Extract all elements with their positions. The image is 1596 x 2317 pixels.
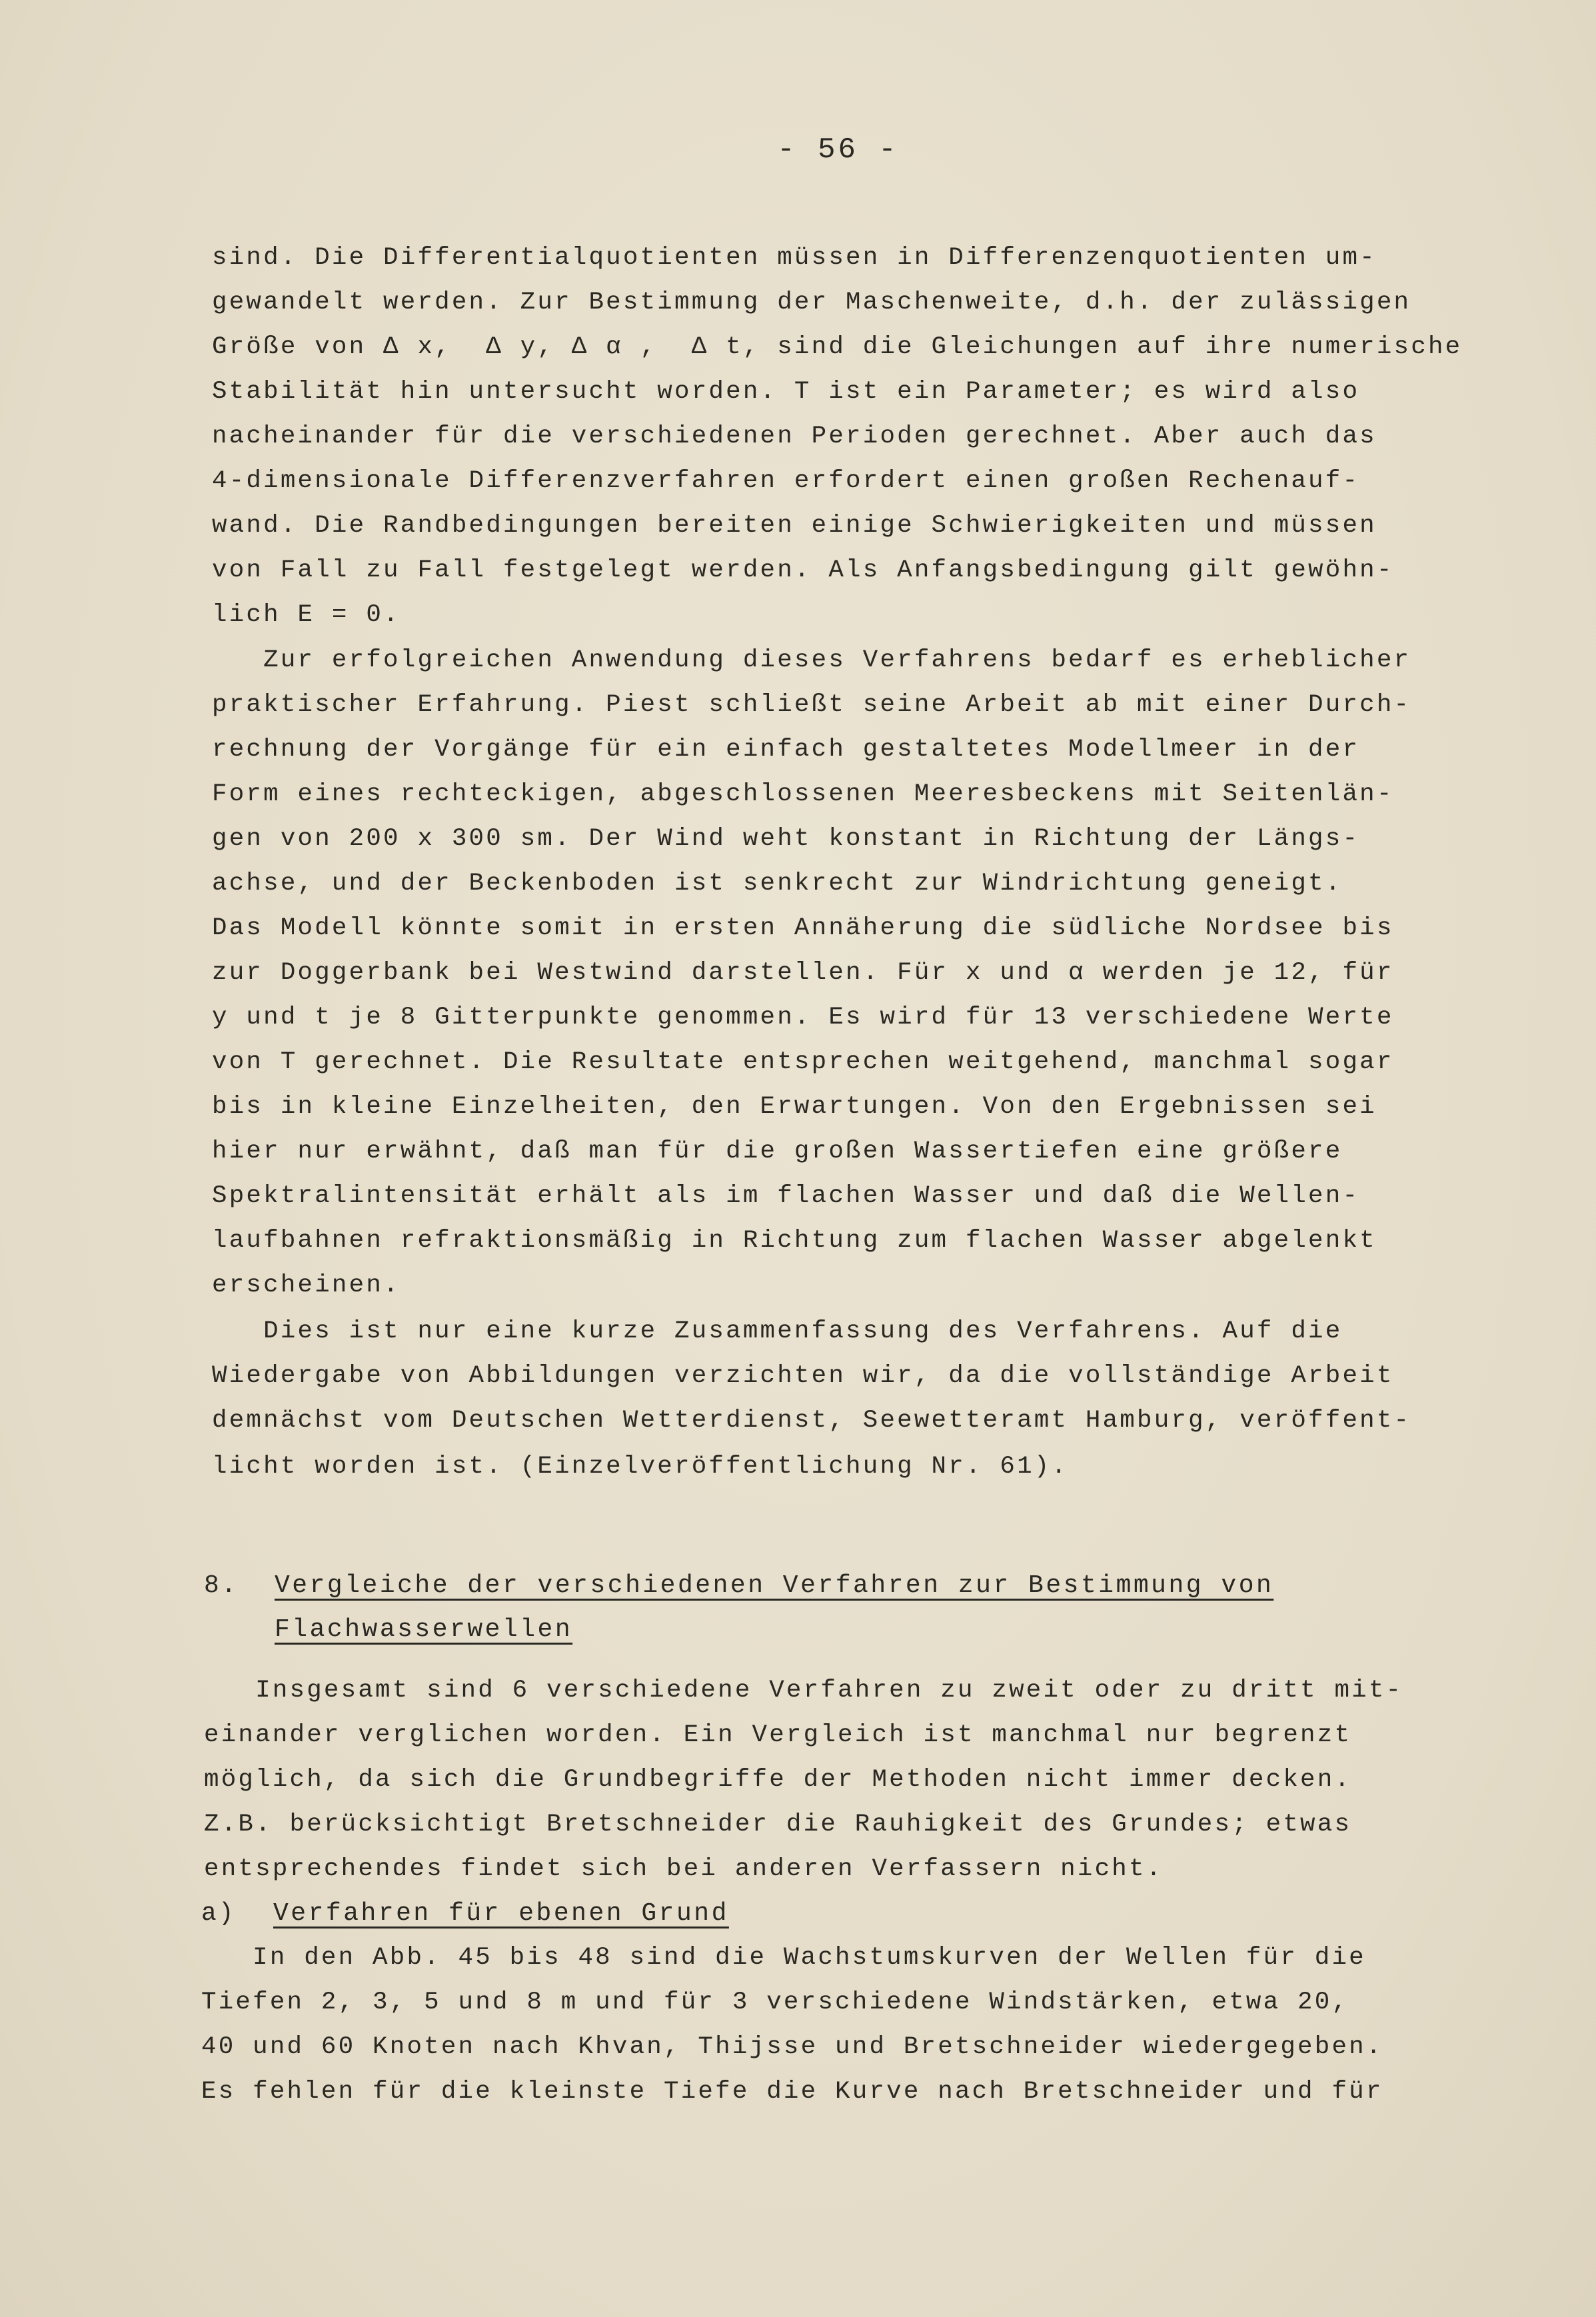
- text-line: nacheinander für die verschiedenen Perioden gerechnet. Aber auch das: [212, 422, 1377, 450]
- text-line: In den Abb. 45 bis 48 sind die Wachstumskurven der Wellen für die: [201, 1944, 1366, 1972]
- text-line: hier nur erwähnt, daß man für die großen Wassertiefen eine größere: [212, 1138, 1343, 1165]
- text-line: Z.B. berücksichtigt Bretschneider die Rauhigkeit des Grundes; etwas: [204, 1811, 1352, 1839]
- text-line: Spektralintensität erhält als im flachen Wasser und daß die Wellen-: [212, 1182, 1360, 1210]
- text-line: wand. Die Randbedingungen bereiten einige Schwierigkeiten und müssen: [212, 512, 1377, 540]
- text-line: Zur erfolgreichen Anwendung dieses Verfahrens bedarf es erheblicher: [212, 646, 1411, 674]
- section-title-line-1: Vergleiche der verschiedenen Verfahren zur Bestimmung von: [275, 1571, 1274, 1600]
- text-line: von Fall zu Fall festgelegt werden. Als Anfangsbedingung gilt gewöhn-: [212, 556, 1394, 584]
- text-line: Größe von Δ x, Δ y, Δ α , Δ t, sind die Gleichungen auf ihre numerische: [212, 333, 1463, 361]
- text-line: bis in kleine Einzelheiten, den Erwartungen. Von den Ergebnissen sei: [212, 1093, 1377, 1121]
- text-line: Tiefen 2, 3, 5 und 8 m und für 3 verschiedene Windstärken, etwa 20,: [201, 1988, 1349, 2016]
- text-line: sind. Die Differentialquotienten müssen in Differenzenquotienten um-: [212, 244, 1377, 272]
- text-line: licht worden ist. (Einzelveröffentlichung Nr. 61).: [212, 1453, 1069, 1481]
- subsection-title: Verfahren für ebenen Grund: [273, 1899, 729, 1928]
- section-title-line-2: Flachwasserwellen: [275, 1615, 573, 1644]
- text-line: achse, und der Beckenboden ist senkrecht zur Windrichtung geneigt.: [212, 870, 1343, 898]
- text-line: Wiedergabe von Abbildungen verzichten wir, da die vollständige Arbeit: [212, 1362, 1394, 1390]
- text-line: Form eines rechteckigen, abgeschlossenen Meeresbeckens mit Seitenlän-: [212, 780, 1394, 808]
- text-line: 40 und 60 Knoten nach Khvan, Thijsse und Bretschneider wiedergegeben.: [201, 2033, 1383, 2061]
- text-line: Stabilität hin untersucht worden. T ist ein Parameter; es wird also: [212, 378, 1360, 406]
- text-line: laufbahnen refraktionsmäßig in Richtung zum flachen Wasser abgelenkt: [212, 1227, 1377, 1255]
- text-line: praktischer Erfahrung. Piest schließt seine Arbeit ab mit einer Durch-: [212, 691, 1411, 719]
- text-line: rechnung der Vorgänge für ein einfach gestaltetes Modellmeer in der: [212, 736, 1360, 764]
- text-line: Es fehlen für die kleinste Tiefe die Kurve nach Bretschneider und für: [201, 2078, 1383, 2106]
- text-line: möglich, da sich die Grundbegriffe der Methoden nicht immer decken.: [204, 1766, 1352, 1794]
- subsection-label: a): [201, 1899, 236, 1928]
- text-line: erscheinen.: [212, 1271, 400, 1299]
- page-number: - 56 -: [777, 133, 899, 167]
- text-line: Insgesamt sind 6 verschiedene Verfahren zu zweit oder zu dritt mit-: [204, 1677, 1403, 1705]
- text-line: einander verglichen worden. Ein Vergleich ist manchmal nur begrenzt: [204, 1721, 1352, 1749]
- text-line: Dies ist nur eine kurze Zusammenfassung des Verfahrens. Auf die: [212, 1317, 1343, 1345]
- section-number: 8.: [204, 1571, 239, 1600]
- text-line: lich E = 0.: [212, 601, 400, 629]
- text-line: demnächst vom Deutschen Wetterdienst, Seewetteramt Hamburg, veröffent-: [212, 1407, 1411, 1435]
- text-line: gen von 200 x 300 sm. Der Wind weht konstant in Richtung der Längs-: [212, 825, 1360, 853]
- text-line: von T gerechnet. Die Resultate entsprechen weitgehend, manchmal sogar: [212, 1048, 1394, 1076]
- text-line: Das Modell könnte somit in ersten Annäherung die südliche Nordsee bis: [212, 914, 1394, 942]
- text-line: zur Doggerbank bei Westwind darstellen. Für x und α werden je 12, für: [212, 959, 1394, 987]
- text-line: entsprechendes findet sich bei anderen Verfassern nicht.: [204, 1855, 1164, 1883]
- text-line: 4-dimensionale Differenzverfahren erfordert einen großen Rechenauf-: [212, 467, 1360, 495]
- text-line: y und t je 8 Gitterpunkte genommen. Es wird für 13 verschiedene Werte: [212, 1004, 1394, 1032]
- text-line: gewandelt werden. Zur Bestimmung der Maschenweite, d.h. der zulässigen: [212, 289, 1411, 317]
